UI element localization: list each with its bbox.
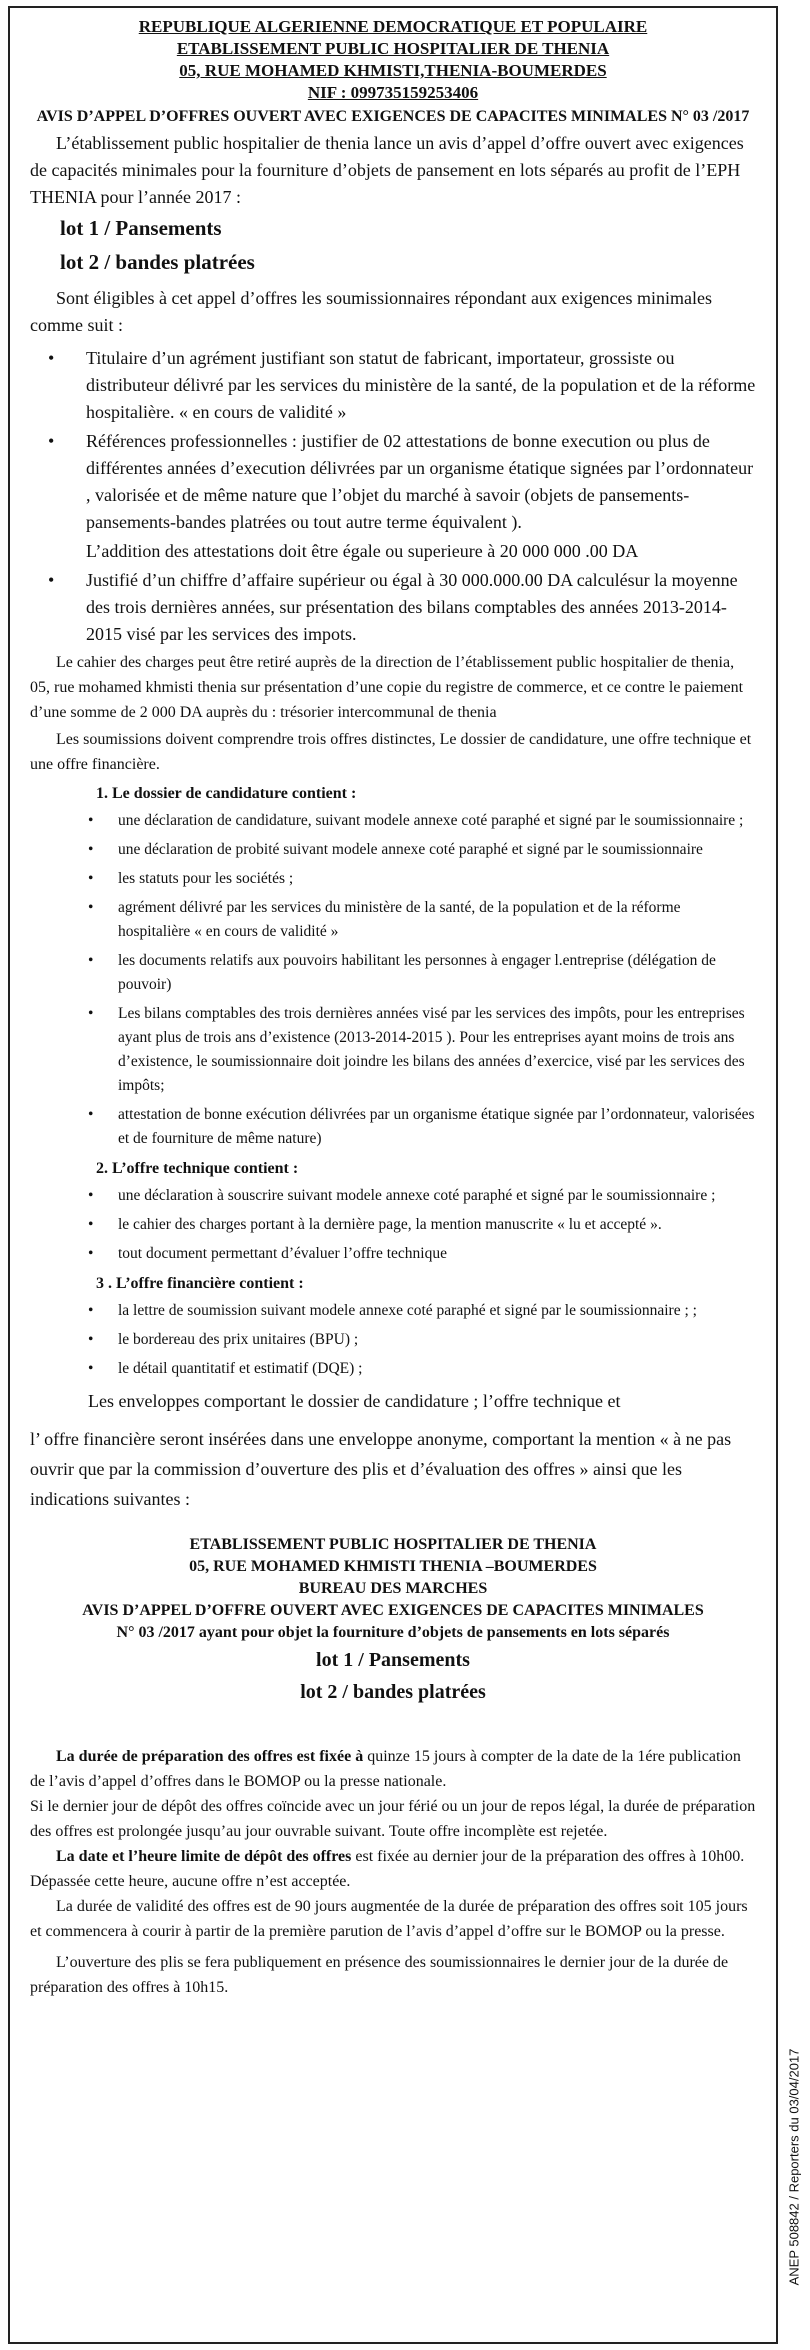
validite-paragraph: La durée de validité des offres est de 90 jours augmentée de la durée de préparation des offres soit 105 jours et commencera à courir à partir de la première parution de l’avis d’appel d’offre sur le BOMOP ou la presse. bbox=[30, 1898, 748, 1940]
notice-title: AVIS D’APPEL D’OFFRES OUVERT AVEC EXIGENCES DE CAPACITES MINIMALES N° 03 /2017 bbox=[36, 108, 750, 125]
list-item: • les statuts pour les sociétés ; bbox=[30, 867, 756, 891]
bullet-icon: • bbox=[48, 348, 55, 368]
limite-paragraph: La date et l’heure limite de dépôt des offres est fixée au dernier jour de la préparation des offres à 10h00. Dépassée cette heure, aucune offre n’est acceptée. bbox=[30, 1848, 745, 1890]
bullet-icon: • bbox=[48, 570, 55, 590]
list-item: • attestation de bonne exécution délivrées par un organisme étatique signée par l’ordonnateur, valorisées et de fourniture de même nature) bbox=[30, 1103, 756, 1151]
list-item: • une déclaration à souscrire suivant modele annexe coté paraphé et signé par le soumissionnaire ; bbox=[30, 1184, 756, 1208]
section-title-technique: 2. L’offre technique contient : bbox=[96, 1160, 299, 1177]
financiere-list bbox=[30, 1299, 756, 1381]
technique-list bbox=[30, 1184, 756, 1266]
list-item: • agrément délivré par les services du ministère de la santé, de la population et de la réforme hospitalière « en cours de validité » bbox=[30, 896, 756, 944]
requirement-item: • Titulaire d’un agrément justifiant son statut de fabricant, importateur, grossiste ou distributeur délivré par les services du ministère de la santé, de la population et de la réforme hospitalière. « en cours de validité » bbox=[30, 345, 756, 426]
envelope-indications bbox=[30, 1534, 756, 1708]
bullet-icon: • bbox=[88, 1106, 94, 1123]
side-note-text: ANEP 508842 / Reporters du 03/04/2017 bbox=[786, 2048, 802, 2286]
envelope-objet: N° 03 /2017 ayant pour objet la fourniture d’objets de pansements en lots séparés bbox=[116, 1624, 670, 1641]
list-item: • les documents relatifs aux pouvoirs habilitant les personnes à engager l.entreprise (délégation de pouvoir) bbox=[30, 949, 756, 997]
bullet-icon: • bbox=[88, 899, 94, 916]
notice-document bbox=[8, 6, 778, 2000]
requirement-item: • Justifié d’un chiffre d’affaire supérieur ou égal à 30 000.000.00 DA calculésur la moyenne des trois dernières années, sur présentation des bilans comptables des années 2013-2014-2015 visé par les services des impots. bbox=[30, 567, 756, 648]
list-item: • le cahier des charges portant à la dernière page, la mention manuscrite « lu et accepté ». bbox=[30, 1213, 756, 1237]
header-address: 05, RUE MOHAMED KHMISTI,THENIA-BOUMERDES bbox=[179, 61, 607, 80]
enveloppes-line: Les enveloppes comportant le dossier de candidature ; l’offre technique et bbox=[88, 1391, 621, 1411]
bullet-icon: • bbox=[88, 1245, 94, 1262]
envelope-bureau: BUREAU DES MARCHES bbox=[298, 1580, 488, 1597]
envelope-address: 05, RUE MOHAMED KHMISTI THENIA –BOUMERDES bbox=[189, 1558, 597, 1575]
list-item: • le bordereau des prix unitaires (BPU) ; bbox=[30, 1328, 756, 1352]
section-title-financiere: 3 . L’offre financière contient : bbox=[96, 1275, 304, 1292]
list-item: • une déclaration de candidature, suivant modele annexe coté paraphé et signé par le soumissionnaire ; bbox=[30, 809, 756, 833]
attestation-note: L’addition des attestations doit être égale ou superieure à 20 000 000 .00 DA bbox=[86, 541, 639, 561]
bullet-icon: • bbox=[88, 1360, 94, 1377]
bullet-icon: • bbox=[88, 1187, 94, 1204]
lot-1: lot 1 / Pansements bbox=[60, 216, 222, 240]
envelope-lot-2: lot 2 / bandes platrées bbox=[300, 1681, 486, 1703]
envelope-establishment: ETABLISSEMENT PUBLIC HOSPITALIER DE THENIA bbox=[189, 1536, 597, 1553]
requirement-item: • Références professionnelles : justifier de 02 attestations de bonne execution ou plus de différentes années d’execution délivrées par un organisme étatique signées par l’ordonnateur , valorisée et de même nature que l’objet du marché à savoir (objets de pansements- pansements-bandes platrées ou tout autre terme équivalent ). bbox=[30, 428, 756, 536]
intro-paragraph: L’établissement public hospitalier de thenia lance un avis d’appel d’offre ouvert avec exigences de capacités minimales pour la fourniture d’objets de pansement en lots séparés au profit de l’EPH THENIA pour l’année 2017 : bbox=[30, 133, 744, 207]
bullet-icon: • bbox=[88, 812, 94, 829]
eligibility-paragraph: Sont éligibles à cet appel d’offres les soumissionnaires répondant aux exigences minimales comme suit : bbox=[30, 288, 712, 335]
header-republic: REPUBLIQUE ALGERIENNE DEMOCRATIQUE ET POPULAIRE bbox=[138, 17, 648, 36]
section-title-candidature: 1. Le dossier de candidature contient : bbox=[96, 785, 357, 802]
ouverture-paragraph: L’ouverture des plis se fera publiquement en présence des soumissionnaires le dernier jour de la durée de préparation des offres à 10h15. bbox=[30, 1954, 729, 1996]
cahier-paragraph: Le cahier des charges peut être retiré auprès de la direction de l’établissement public hospitalier de thenia, 05, rue mohamed khmisti thenia sur présentation d’une copie du registre de commerce, et ce contre le paiement d’une somme de 2 000 DA auprès du : trésorier intercommunal de thenia bbox=[30, 654, 744, 721]
envelope-lot-1: lot 1 / Pansements bbox=[316, 1649, 470, 1671]
bullet-icon: • bbox=[88, 870, 94, 887]
list-item: • le détail quantitatif et estimatif (DQE) ; bbox=[30, 1357, 756, 1381]
final-conditions bbox=[30, 1744, 756, 2000]
bullet-icon: • bbox=[88, 1302, 94, 1319]
bullet-icon: • bbox=[88, 952, 94, 969]
bullet-icon: • bbox=[88, 841, 94, 858]
envelope-avis: AVIS D’APPEL D’OFFRE OUVERT AVEC EXIGENCES DE CAPACITES MINIMALES bbox=[82, 1602, 704, 1619]
lot-2: lot 2 / bandes platrées bbox=[60, 250, 255, 274]
bullet-icon: • bbox=[88, 1331, 94, 1348]
candidature-list bbox=[30, 809, 756, 1151]
publication-side-note bbox=[784, 1992, 804, 2342]
requirements-list bbox=[30, 345, 756, 536]
bullet-icon: • bbox=[88, 1005, 94, 1022]
list-item: • la lettre de soumission suivant modele annexe coté paraphé et signé par le soumissionnaire ; ; bbox=[30, 1299, 756, 1323]
bullet-icon: • bbox=[88, 1216, 94, 1233]
jour-ferie-paragraph: Si le dernier jour de dépôt des offres coïncide avec un jour férié ou un jour de repos légal, la durée de préparation des offres est prolongée jusqu’au jour ouvrable suivant. Toute offre incomplète est rejetée. bbox=[30, 1798, 756, 1840]
header-nif: NIF : 099735159253406 bbox=[307, 83, 479, 102]
list-item: • Les bilans comptables des trois dernières années visé par les services des impôts, pour les entreprises ayant plus de trois ans d’existence (2013-2014-2015 ). Pour les entreprises ayant moins de trois ans d’existence, le soumissionnaire doit joindre les bilans des années d’exercice, visé par les services des impôts; bbox=[30, 1002, 756, 1098]
soumissions-paragraph: Les soumissions doivent comprendre trois offres distinctes, Le dossier de candidature, une offre technique et une offre financière. bbox=[30, 731, 752, 773]
list-item: • tout document permettant d’évaluer l’offre technique bbox=[30, 1242, 756, 1266]
list-item: • une déclaration de probité suivant modele annexe coté paraphé et signé par le soumissionnaire bbox=[30, 838, 756, 862]
requirements-list-cont bbox=[30, 567, 756, 648]
bullet-icon: • bbox=[48, 431, 55, 451]
header-establishment: ETABLISSEMENT PUBLIC HOSPITALIER DE THENIA bbox=[176, 39, 610, 58]
duree-paragraph: La durée de préparation des offres est fixée à quinze 15 jours à compter de la date de la 1ére publication de l’avis d’appel d’offres dans le BOMOP ou la presse nationale. bbox=[30, 1748, 741, 1790]
enveloppes-paragraph: l’ offre financière seront insérées dans une enveloppe anonyme, comportant la mention « à ne pas ouvrir que par la commission d’ouverture des plis et d’évaluation des offres » ainsi que les indications suivantes : bbox=[30, 1429, 732, 1509]
